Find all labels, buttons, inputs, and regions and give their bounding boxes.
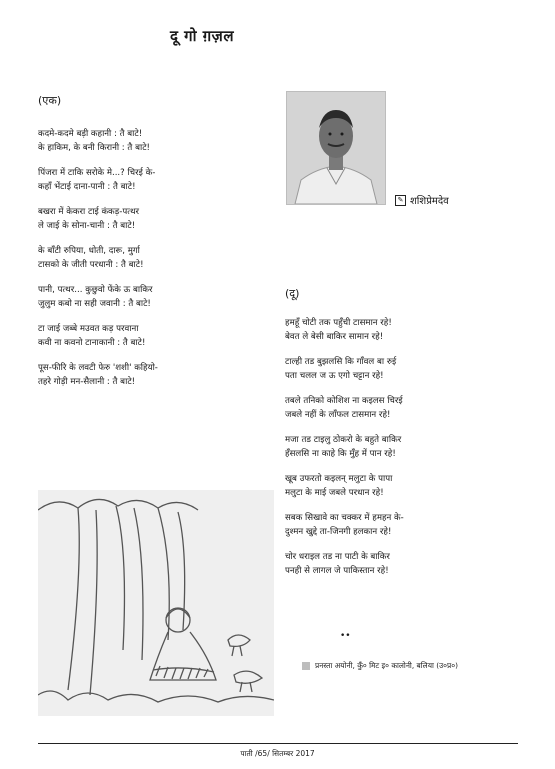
stanza <box>38 283 158 311</box>
illustration-sketch <box>38 490 274 716</box>
verse-line: ले जाई के सोना-चानी : तै बाटे! <box>38 221 136 231</box>
verse-line: मलुटा के माई जबले परधान रहे! <box>285 488 384 498</box>
verse-line: सबक सिखावे का चक्कर में हमहन के- <box>285 513 404 523</box>
ghazal-one-heading: (एक) <box>38 94 62 107</box>
ghazal-two-heading: (दू) <box>285 287 300 300</box>
verse-line: खूब उफरतो कइलन् मलुटा के पापा <box>285 474 393 484</box>
verse-line: कहाँ भेंटाई दाना-पानी : तै बाटे! <box>38 182 136 192</box>
verse-line: जुलुम कबो ना सही जवानी : तै बाटे! <box>38 299 151 309</box>
verse-line: टा जाई जब्बे मउवत कड़ परवाना <box>38 324 139 334</box>
author-byline <box>395 193 449 207</box>
page-title: दू गो ग़ज़ल <box>170 27 234 45</box>
stanza <box>285 433 404 461</box>
verse-line: बखरा में केकरा टाई कंकड़-पत्थर <box>38 207 140 217</box>
author-portrait-icon <box>287 92 385 204</box>
verse-line: पानी, पत्थर... कुछुवो फेंके ऊ बाकिर <box>38 285 153 295</box>
stanza <box>285 472 404 500</box>
verse-line: पिंजरा में टाकि सरोके मे...? चिरई के- <box>38 168 156 178</box>
ornament: •• <box>340 631 351 641</box>
stanza <box>285 550 404 578</box>
verse-line: कदमे-कदमे बड़ी कहानी : तै बाटे! <box>38 129 143 139</box>
ghazal-two-body <box>285 316 404 589</box>
verse-line: दुश्मन खुद्दे ता-जिनगी हलकान रहे! <box>285 527 392 537</box>
stanza <box>38 322 158 350</box>
verse-line: के हाकिम, के बनी किरानी : तै बाटे! <box>38 143 150 153</box>
stanza <box>285 355 404 383</box>
verse-line: कवी ना कवनो टानाकानी : तै बाटे! <box>38 338 146 348</box>
verse-line: हमहूँ चोटी तक पहुँची टासमान रहे! <box>285 318 392 328</box>
verse-line: जबले नहीं के लाँफल टासमान रहे! <box>285 410 391 420</box>
verse-line: चोर धराइल तड ना पाटी के बाकिर <box>285 552 390 562</box>
verse-line: मजा तड टाइलु ठोकरो के बहुते बाकिर <box>285 435 402 445</box>
tree-girl-crow-sketch-icon <box>38 490 274 716</box>
author-photo <box>286 91 386 205</box>
verse-line: पूस-फीरि के लवटी फेरु 'शशी' कहियो- <box>38 363 158 373</box>
stanza <box>285 511 404 539</box>
verse-line: पनही से लागल जे पाकिस्तान रहे! <box>285 566 389 576</box>
credit-text: प्रनस्ता अयोनी, कुँ० मिट इ० कालोनी, बलिया (उ०प्र०) <box>315 661 458 670</box>
stanza <box>38 127 158 155</box>
pen-icon: ✎ <box>395 195 406 206</box>
illustration-credit <box>302 661 458 671</box>
verse-line: के बाँटी रुपिया, धोती, दारू, मुर्गा <box>38 246 140 256</box>
verse-line: हँसलसि ना काहे कि मुँह में पान रहे! <box>285 449 396 459</box>
stanza <box>285 316 404 344</box>
author-name: शशिप्रेमदेव <box>410 196 449 207</box>
credit-marker-icon <box>302 662 310 670</box>
verse-line: टासको के जीती परधानी : तै बाटे! <box>38 260 144 270</box>
stanza <box>38 205 158 233</box>
verse-line: बेवत ले बेसी बाकिर सामान रहे! <box>285 332 384 342</box>
stanza <box>38 166 158 194</box>
stanza <box>285 394 404 422</box>
verse-line: पता चलल ज ऊ एगो चट्टान रहे! <box>285 371 384 381</box>
ghazal-one-body <box>38 127 158 400</box>
page-footer: पाती /65/ सितम्बर 2017 <box>240 749 315 758</box>
stanza <box>38 244 158 272</box>
stanza <box>38 361 158 389</box>
verse-line: टाल्ही तड बुझलसि कि गाँवल बा रुई <box>285 357 397 367</box>
footer-rule <box>38 743 518 744</box>
verse-line: तबले तनिको कोशिश ना कइलस चिरई <box>285 396 403 406</box>
verse-line: तहरे गोड़ी मन-सैलानी : तै बाटे! <box>38 377 136 387</box>
